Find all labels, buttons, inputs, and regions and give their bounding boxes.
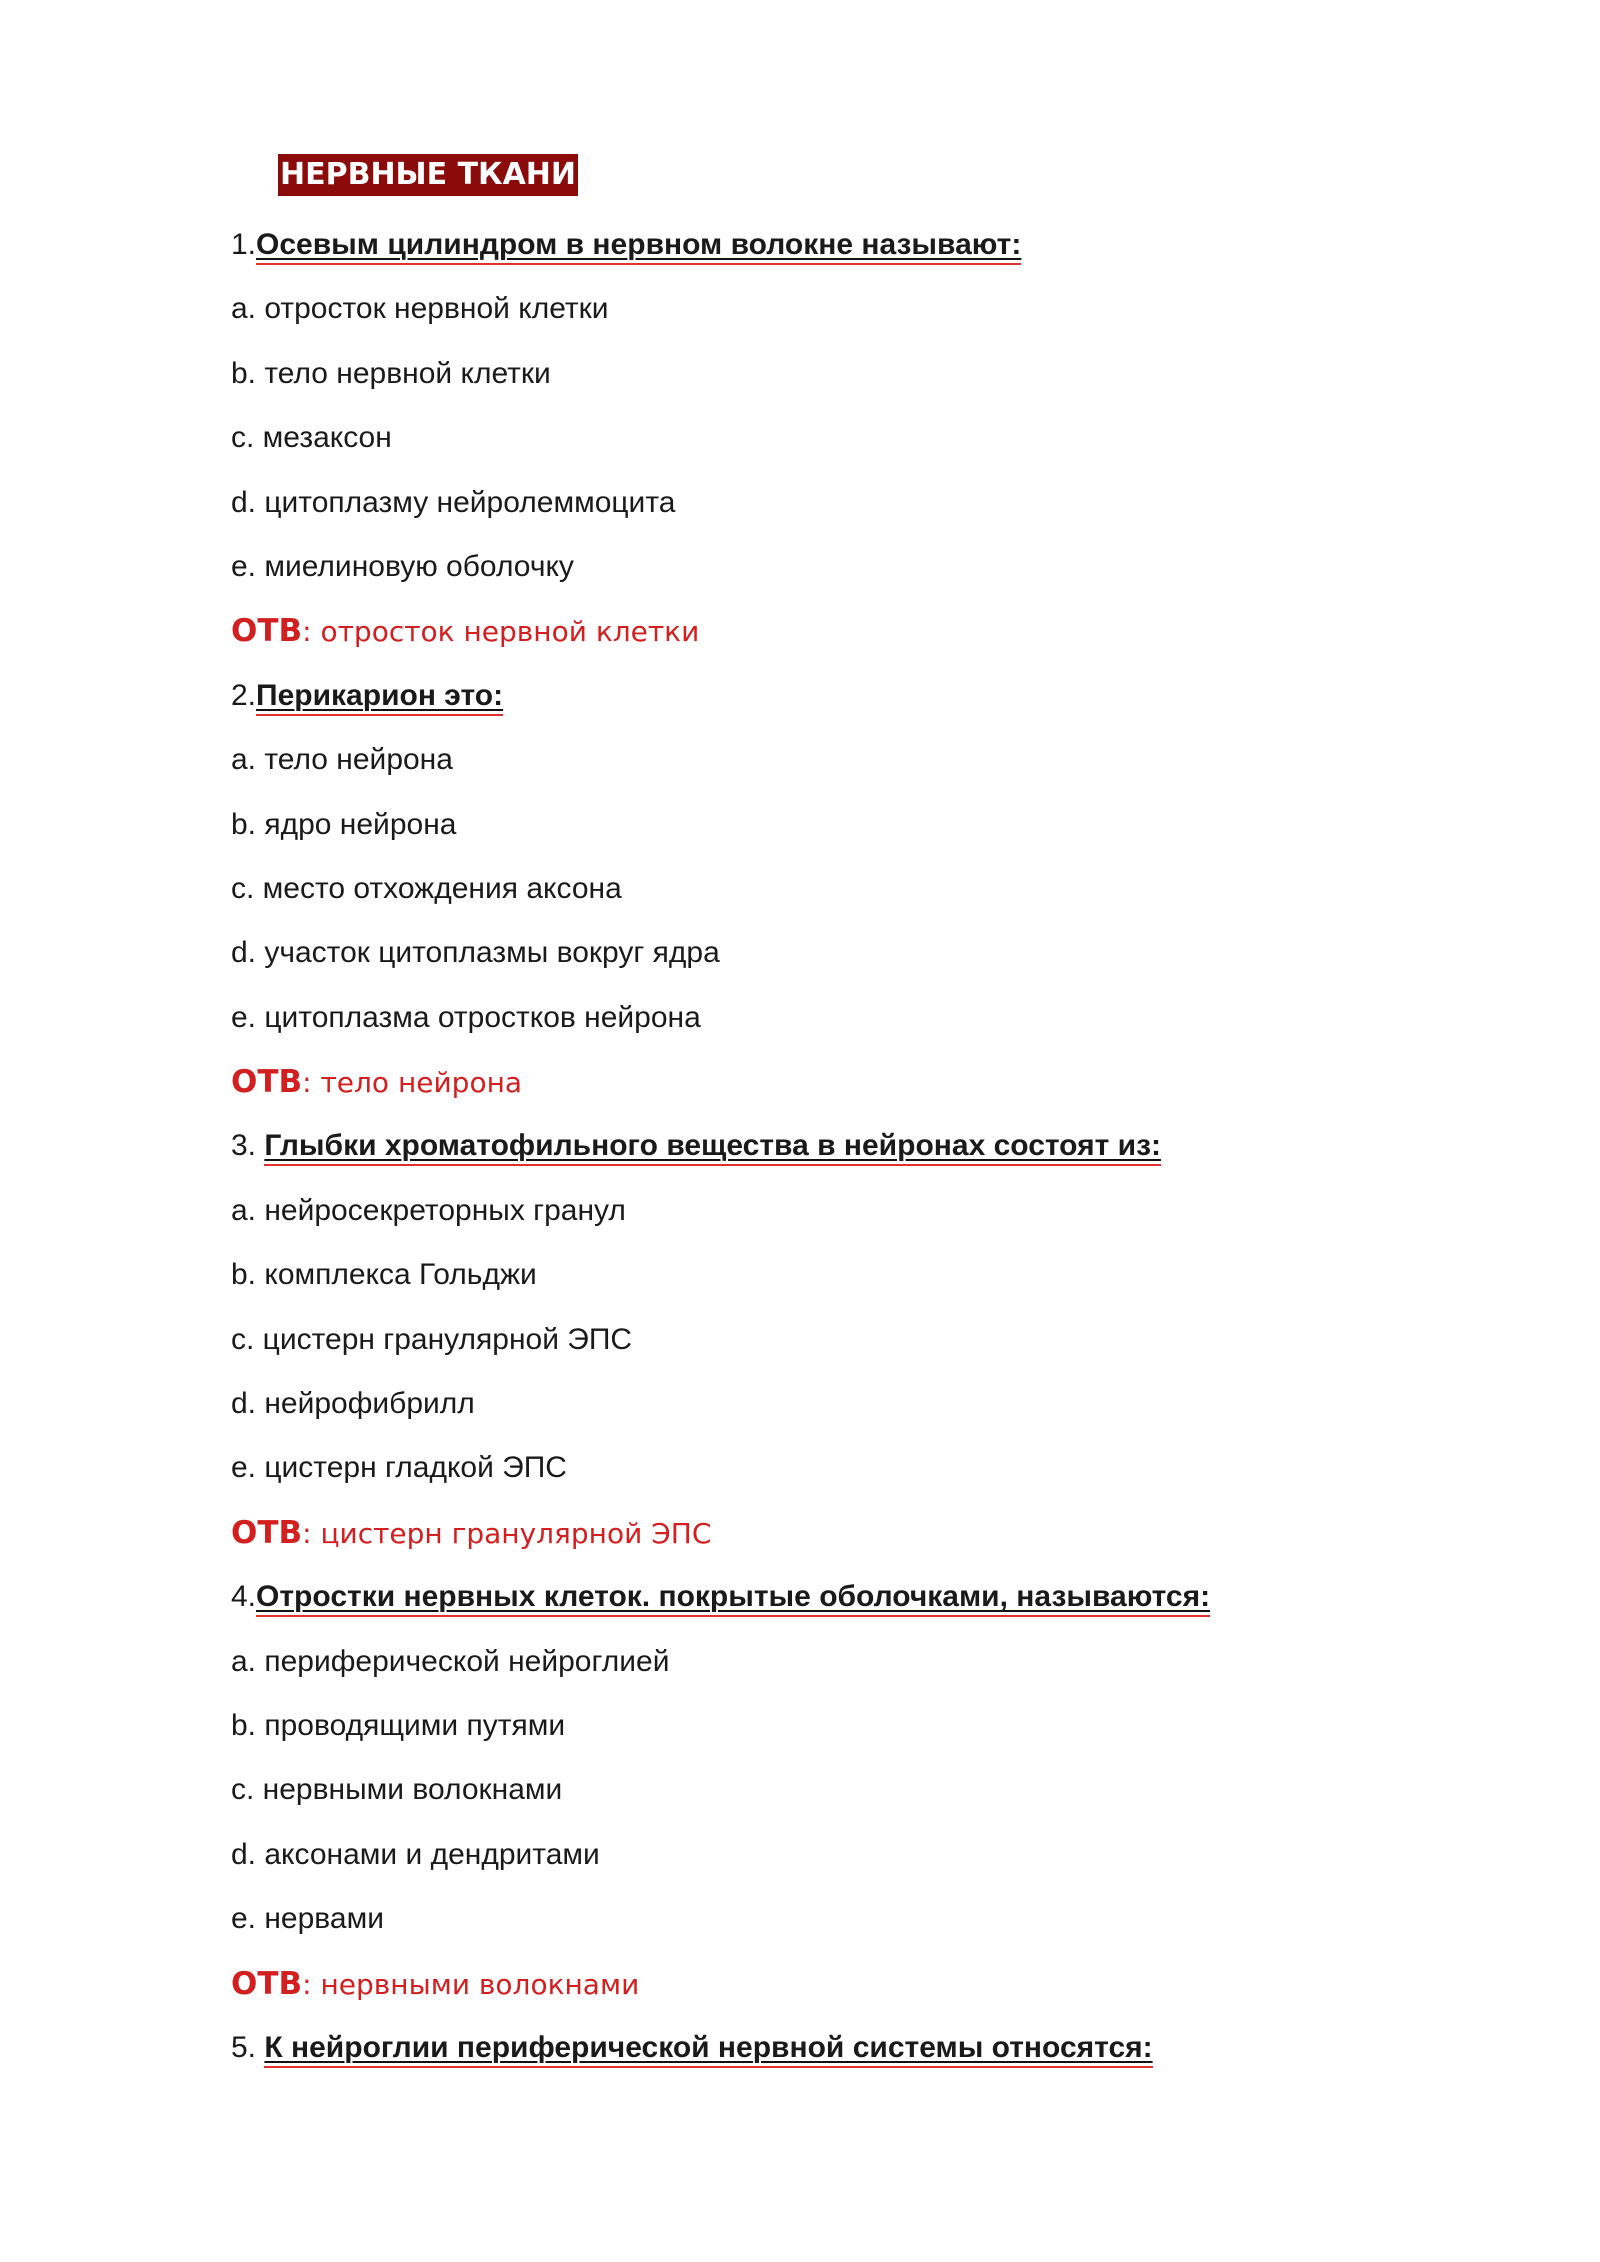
question-text: Отростки нервных клеток. покрытые оболочками, называются:: [256, 1580, 1210, 1617]
question-number: 1.: [231, 228, 257, 261]
answer-option: a. нейросекреторных гранул: [231, 1193, 626, 1227]
answer-label: ОТВ: [231, 1514, 303, 1551]
question-text: Глыбки хроматофильного вещества в нейронах состоят из:: [264, 1129, 1161, 1166]
answer-label: ОТВ: [231, 1965, 303, 2002]
correct-answer: [231, 602, 1431, 666]
answer-option: d. аксонами и дендритами: [231, 1837, 600, 1871]
answer-option: c. цистерн гранулярной ЭПС: [231, 1322, 633, 1356]
answer-option: a. тело нейрона: [231, 743, 453, 777]
answer-option: d. цитоплазму нейролеммоцита: [231, 485, 676, 519]
answer-option: b. комплекса Гольджи: [231, 1258, 537, 1292]
question-heading: [231, 667, 1431, 731]
answer-text: : тело нейрона: [302, 1066, 523, 1100]
answer-option: e. нервами: [231, 1902, 384, 1936]
question-heading: [231, 1568, 1431, 1632]
answer-option: b. ядро нейрона: [231, 807, 457, 841]
answer-text: : отросток нервной клетки: [302, 615, 700, 649]
question-text: К нейроглии периферической нервной системы относятся:: [264, 2031, 1152, 2068]
answer-option: c. мезаксон: [231, 421, 392, 455]
questions-list: [231, 216, 1431, 2083]
question-heading: [231, 2019, 1431, 2083]
answer-option: e. цистерн гладкой ЭПС: [231, 1451, 567, 1485]
question-number: 3.: [231, 1129, 265, 1163]
correct-answer: [231, 1504, 1431, 1568]
answer-option: e. миелиновую оболочку: [231, 549, 574, 583]
correct-answer: [231, 1955, 1431, 2019]
question-heading: [231, 216, 1431, 280]
question-number: 2.: [231, 678, 257, 712]
document-title: НЕРВНЫЕ ТКАНИ: [278, 154, 578, 196]
question-number: 4.: [231, 1580, 257, 1614]
answer-option: c. место отхождения аксона: [231, 871, 622, 905]
answer-text: : нервными волокнами: [302, 1967, 640, 2001]
answer-option: d. нейрофибрилл: [231, 1387, 475, 1421]
answer-option: e. цитоплазма отростков нейрона: [231, 1000, 701, 1034]
answer-option: a. отросток нервной клетки: [231, 292, 609, 326]
question-number: 5.: [231, 2030, 265, 2064]
answer-label: ОТВ: [231, 613, 303, 650]
answer-option: b. тело нервной клетки: [231, 356, 551, 390]
answer-option: c. нервными волокнами: [231, 1773, 563, 1807]
question-text: Осевым цилиндром в нервном волокне называют:: [256, 228, 1021, 265]
correct-answer: [231, 1053, 1431, 1117]
answer-option: b. проводящими путями: [231, 1708, 566, 1742]
question-heading: [231, 1117, 1431, 1181]
answer-option: a. периферической нейроглией: [231, 1644, 670, 1678]
answer-label: ОТВ: [231, 1064, 303, 1101]
question-text: Перикарион это:: [256, 679, 503, 716]
answer-text: : цистерн гранулярной ЭПС: [302, 1516, 712, 1550]
answer-option: d. участок цитоплазмы вокруг ядра: [231, 936, 720, 970]
